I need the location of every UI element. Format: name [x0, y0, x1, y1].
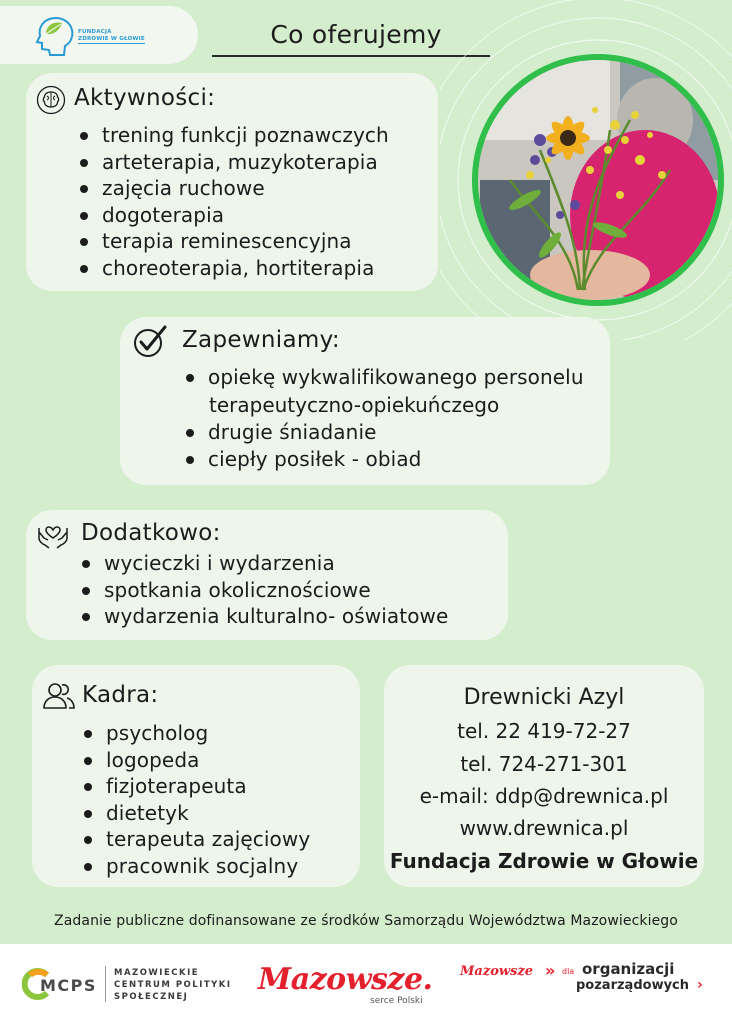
list-item: opiekę wykwalifikowanego personelu: [184, 364, 584, 391]
logo-text: [78, 29, 145, 44]
contact-card: [384, 665, 704, 887]
ngo-line1: organizacji: [582, 960, 675, 978]
list-item: drugie śniadanie: [184, 419, 421, 446]
extra-card: [26, 510, 508, 640]
staff-card: [32, 665, 360, 887]
list-item: fizjoterapeuta: [82, 773, 310, 800]
list-item-continuation: terapeutyczno-opiekuńczego: [209, 393, 500, 417]
ngo-line2: pozarządowych: [576, 978, 690, 993]
list-item: psycholog: [82, 720, 310, 747]
list-item: terapia reminescencyjna: [78, 228, 389, 255]
list-item: dogoterapia: [78, 202, 389, 229]
ngo-arrows-icon: »: [545, 961, 556, 980]
list-item: arteterapia, muzykoterapia: [78, 149, 389, 176]
logo-pill: [0, 6, 198, 64]
hands-heart-icon: [36, 518, 70, 550]
list-item: zajęcia ruchowe: [78, 175, 389, 202]
activities-title: Aktywności:: [74, 85, 216, 111]
extra-list: [80, 550, 448, 630]
mcps-divider: [105, 966, 106, 1002]
list-item: pracownik socjalny: [82, 853, 310, 880]
provide-card: [120, 317, 610, 485]
staff-title: Kadra:: [82, 682, 159, 708]
list-item: trening funkcji poznawczych: [78, 122, 389, 149]
flowers-photo: [440, 0, 732, 340]
list-item: wycieczki i wydarzenia: [80, 550, 448, 577]
provide-list-continued: [184, 419, 421, 472]
sponsor-bar: [0, 944, 732, 1024]
brain-icon: [36, 85, 66, 115]
activities-card: [26, 73, 438, 291]
funding-notice: Zadanie publiczne dofinansowane ze środków Samorządu Województwa Mazowieckiego: [54, 913, 678, 929]
page-title: Co oferujemy: [270, 20, 442, 49]
ngo-chevron-icon: ›: [697, 977, 703, 993]
list-item: dietetyk: [82, 800, 310, 827]
checkmark-circle-icon: [132, 323, 168, 359]
contact-phone-1[interactable]: tel. 22 419-72-27: [457, 719, 631, 743]
provide-title: Zapewniamy:: [182, 327, 340, 353]
mcps-name: MAZOWIECKIE CENTRUM POLITYKI SPOŁECZNEJ: [114, 968, 232, 1002]
contact-email[interactable]: e-mail: ddp@drewnica.pl: [419, 784, 669, 808]
activities-list: [78, 122, 389, 281]
mcps-abbr: MCPS: [40, 976, 97, 995]
ngo-brand: Mazowsze: [460, 964, 534, 979]
mazowsze-tagline: serce Polski: [370, 996, 423, 1006]
photo-area: [440, 0, 732, 340]
list-item: spotkania okolicznościowe: [80, 577, 448, 604]
list-item: terapeuta zajęciowy: [82, 826, 310, 853]
foundation-logo-icon: [34, 14, 78, 58]
list-item: ciepły posiłek - obiad: [184, 446, 421, 473]
contact-name: Drewnicki Azyl: [463, 685, 625, 710]
list-item: wydarzenia kulturalno- oświatowe: [80, 603, 448, 630]
contact-website[interactable]: www.drewnica.pl: [459, 816, 629, 840]
logo-text-line2: ZDROWIE W GŁOWIE: [78, 36, 145, 42]
provide-list: [184, 364, 584, 391]
contact-phone-2[interactable]: tel. 724-271-301: [460, 752, 628, 776]
staff-list: [82, 720, 310, 879]
ngo-dla: dla: [562, 967, 575, 976]
mazowsze-logo: Mazowsze.: [258, 962, 433, 997]
logo-text-line1: FUNDACJA: [78, 29, 112, 35]
extra-title: Dodatkowo:: [81, 520, 221, 546]
list-item: choreoterapia, hortiterapia: [78, 255, 389, 282]
list-item: logopeda: [82, 747, 310, 774]
contact-foundation: Fundacja Zdrowie w Głowie: [389, 849, 699, 873]
people-icon: [42, 682, 76, 710]
